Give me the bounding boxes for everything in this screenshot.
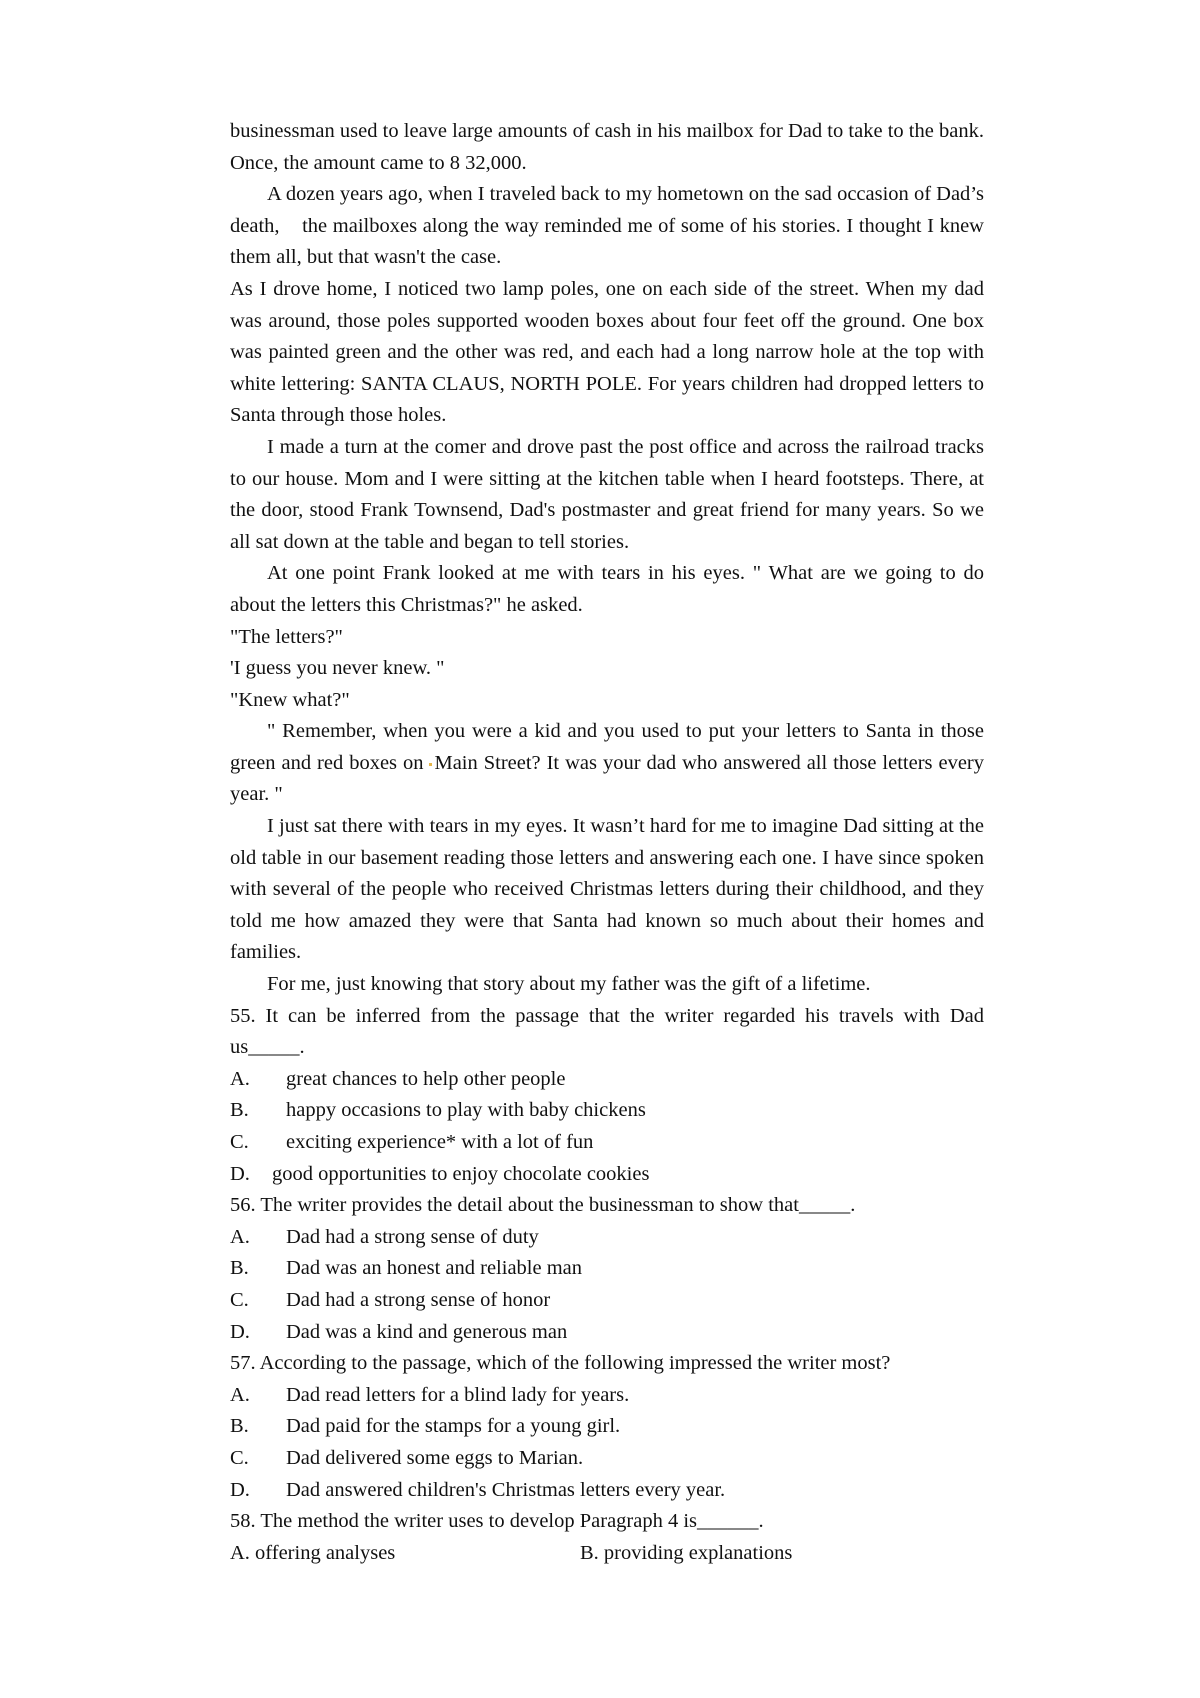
option-letter: C. xyxy=(230,1131,249,1153)
answer-option[interactable] xyxy=(230,1475,984,1507)
answer-option[interactable] xyxy=(230,1380,984,1412)
option-text: good opportunities to enjoy chocolate cookies xyxy=(272,1162,650,1185)
paragraph: businessman used to leave large amounts of cash in his mailbox for Dad to take to the bank. Once, the amount came to 8 32,000. xyxy=(230,120,984,174)
paragraph: At one point Frank looked at me with tears in his eyes. " What are we going to do about the letters this Christmas?" he asked. xyxy=(230,562,984,616)
option-letter: A. xyxy=(230,1225,250,1248)
paragraph: For me, just knowing that story about my father was the gift of a lifetime. xyxy=(267,973,871,996)
dialogue-line: "Knew what?" xyxy=(230,688,350,711)
question-stem: 57. According to the passage, which of the following impressed the writer most? xyxy=(230,1352,891,1375)
option-letter: A. xyxy=(230,1067,250,1090)
answer-option[interactable] xyxy=(230,1222,984,1254)
option-text: great chances to help other people xyxy=(286,1067,566,1090)
paragraph xyxy=(230,716,984,811)
question-stem: 58. The method the writer uses to develop Paragraph 4 is______. xyxy=(230,1510,764,1533)
option-text: Dad was an honest and reliable man xyxy=(286,1257,583,1280)
option-letter: B. xyxy=(230,1257,249,1280)
paragraph-text: Main Street? It was your dad who answered all those letters every year. " xyxy=(230,751,984,806)
dialogue-line: "The letters?" xyxy=(230,625,343,648)
document-content xyxy=(230,116,984,1569)
option-letter: B. xyxy=(230,1415,249,1438)
option-text: happy occasions to play with baby chickens xyxy=(286,1099,646,1122)
option-text: Dad paid for the stamps for a young girl. xyxy=(286,1415,621,1438)
edit-mark xyxy=(429,763,432,766)
answer-option[interactable] xyxy=(230,1411,984,1443)
answer-option[interactable] xyxy=(230,1064,984,1096)
answer-option-row xyxy=(230,1538,984,1570)
paragraph: I made a turn at the comer and drove past the post office and across the railroad tracks to our house. Mom and I were sitting at the kitchen table when I heard footsteps. There, at the door, stood Frank Townsend, Dad's postmaster and great friend for many years. So we all sat down at the table and began to tell stories. xyxy=(230,435,984,553)
answer-option[interactable] xyxy=(230,1095,984,1127)
answer-option[interactable] xyxy=(230,1443,984,1475)
answer-option[interactable] xyxy=(230,1127,984,1159)
question-stem: 55. It can be inferred from the passage that the writer regarded his travels with Dad us_____. xyxy=(230,1004,984,1059)
option-text: Dad had a strong sense of duty xyxy=(286,1225,539,1248)
option-letter: D. xyxy=(230,1162,250,1185)
answer-option[interactable] xyxy=(230,1317,984,1349)
paragraph: A dozen years ago, when I traveled back to my hometown on the sad occasion of Dad’s death, the mailboxes along the way reminded me of some of his stories. I thought I knew them all, but that wasn't the case. xyxy=(230,183,984,269)
option-letter: D. xyxy=(230,1320,250,1343)
answer-option[interactable]: A. offering analyses xyxy=(230,1541,396,1564)
answer-option[interactable] xyxy=(230,1253,984,1285)
option-letter: C. xyxy=(230,1446,249,1469)
option-text: Dad had a strong sense of honor xyxy=(286,1288,551,1311)
option-text: Dad delivered some eggs to Marian. xyxy=(286,1446,584,1469)
dialogue-line: 'I guess you never knew. " xyxy=(230,657,445,680)
answer-option[interactable] xyxy=(230,1285,984,1317)
option-text: Dad answered children's Christmas letters every year. xyxy=(286,1478,726,1501)
paragraph-text: " Remember, when you were a kid and you used to put your letters to Santa in those green and red boxes on xyxy=(230,720,984,774)
option-letter: D. xyxy=(230,1478,250,1501)
question-stem: 56. The writer provides the detail about the businessman to show that_____. xyxy=(230,1194,856,1217)
answer-option[interactable]: B. providing explanations xyxy=(580,1541,793,1564)
option-letter: B. xyxy=(230,1099,249,1122)
option-letter: A. xyxy=(230,1383,250,1406)
option-letter: C. xyxy=(230,1288,249,1311)
paragraph: I just sat there with tears in my eyes. It wasn’t hard for me to imagine Dad sitting at the old table in our basement reading those letters and answering each one. I have since spoken with several of the people who received Christmas letters during their childhood, and they told me how amazed they were that Santa had known so much about their homes and families. xyxy=(230,815,984,964)
paragraph: As I drove home, I noticed two lamp poles, one on each side of the street. When my dad was around, those poles supported wooden boxes about four feet off the ground. One box was painted green and the other was red, and each had a long narrow hole at the top with white lettering: SANTA CLAUS, NORTH POLE. For years children had dropped letters to Santa through those holes. xyxy=(230,277,984,427)
option-text: Dad read letters for a blind lady for years. xyxy=(286,1383,630,1406)
option-text: exciting experience* with a lot of fun xyxy=(286,1131,594,1153)
answer-option[interactable] xyxy=(230,1159,984,1191)
option-text: Dad was a kind and generous man xyxy=(286,1320,568,1343)
